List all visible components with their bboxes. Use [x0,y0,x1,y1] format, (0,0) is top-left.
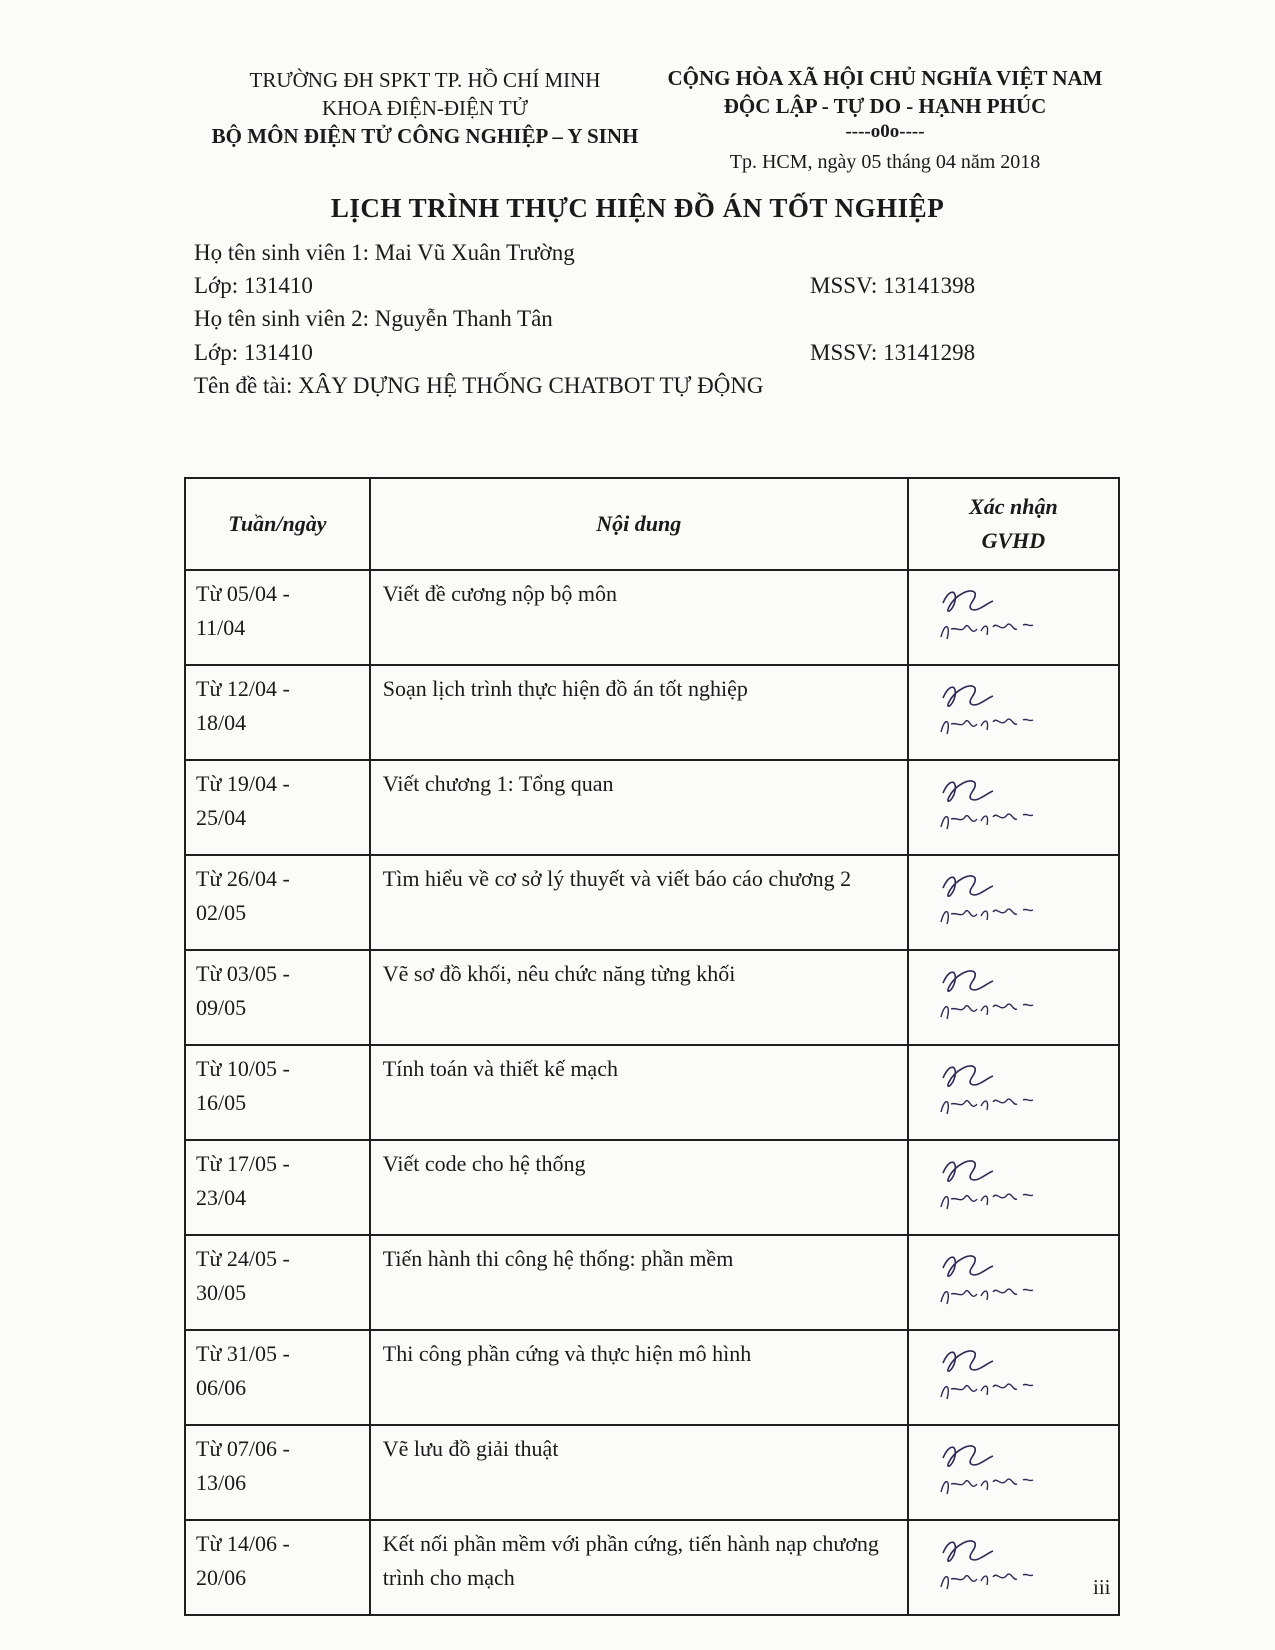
student2-id: MSSV: 13141298 [810,340,976,365]
week-cell [185,1330,370,1425]
page-number: iii [1093,1575,1111,1599]
week-end: 11/04 [196,615,246,640]
document-title: LỊCH TRÌNH THỰC HIỆN ĐỒ ÁN TỐT NGHIỆP [330,193,945,223]
content-cell: Vẽ lưu đồ giải thuật [370,1425,908,1520]
confirm-header-line2: GVHD [981,528,1046,553]
content-cell: Kết nối phần mềm với phần cứng, tiến hành nạp chương trình cho mạch [370,1520,908,1615]
schedule-table [184,477,1120,1616]
table-row [185,1140,1119,1235]
university-name: TRƯỜNG ĐH SPKT TP. HỒ CHÍ MINH [249,68,601,92]
week-start: Từ 14/06 - [196,1531,290,1556]
content-cell: Tiến hành thi công hệ thống: phần mềm [370,1235,908,1330]
country-name: CỘNG HÒA XÃ HỘI CHỦ NGHĨA VIỆT NAM [667,66,1103,90]
signature-cell [908,1045,1119,1140]
week-end: 23/04 [196,1185,247,1210]
confirm-column-header [908,478,1119,570]
table-row [185,665,1119,760]
table-row [185,1425,1119,1520]
table-row [185,1330,1119,1425]
university-header [175,66,675,150]
week-cell [185,1520,370,1615]
week-start: Từ 05/04 - [196,581,290,606]
header-separator: ----o0o---- [845,121,925,142]
week-start: Từ 10/05 - [196,1056,290,1081]
student2-name: Họ tên sinh viên 2: Nguyễn Thanh Tân [194,306,553,331]
student1-name: Họ tên sinh viên 1: Mai Vũ Xuân Trường [194,240,575,265]
week-end: 18/04 [196,710,247,735]
content-cell: Thi công phần cứng và thực hiện mô hình [370,1330,908,1425]
table-header-row [185,478,1119,570]
signature-cell [908,950,1119,1045]
week-start: Từ 12/04 - [196,676,290,701]
week-cell [185,665,370,760]
week-cell [185,950,370,1045]
content-cell: Tìm hiểu về cơ sở lý thuyết và viết báo cáo chương 2 [370,855,908,950]
faculty-name: KHOA ĐIỆN-ĐIỆN TỬ [321,96,529,120]
week-cell [185,1045,370,1140]
signature-cell [908,1330,1119,1425]
thesis-topic: Tên đề tài: XÂY DỰNG HỆ THỐNG CHATBOT TỰ ĐỘNG [194,373,764,398]
content-cell: Viết chương 1: Tổng quan [370,760,908,855]
content-cell: Soạn lịch trình thực hiện đồ án tốt nghiệp [370,665,908,760]
signature-cell [908,1235,1119,1330]
week-end: 16/05 [196,1090,247,1115]
signature-cell [908,1140,1119,1235]
week-end: 13/06 [196,1470,247,1495]
week-start: Từ 31/05 - [196,1341,290,1366]
table-row [185,1235,1119,1330]
week-cell [185,1140,370,1235]
week-cell [185,1235,370,1330]
table-row [185,1045,1119,1140]
week-end: 06/06 [196,1375,247,1400]
content-column-header: Nội dung [370,478,908,570]
table-row [185,950,1119,1045]
week-cell [185,760,370,855]
week-end: 09/05 [196,995,247,1020]
week-cell [185,570,370,665]
signature-cell [908,1520,1119,1615]
week-start: Từ 26/04 - [196,866,290,891]
week-start: Từ 19/04 - [196,771,290,796]
student2-class: Lớp: 131410 [194,340,313,365]
student1-class: Lớp: 131410 [194,273,313,298]
week-start: Từ 03/05 - [196,961,290,986]
week-start: Từ 07/06 - [196,1436,290,1461]
department-name: BỘ MÔN ĐIỆN TỬ CÔNG NGHIỆP – Y SINH [211,124,639,148]
week-cell [185,855,370,950]
week-column-header: Tuần/ngày [185,478,370,570]
student1-id: MSSV: 13141398 [810,273,976,298]
content-cell: Vẽ sơ đồ khối, nêu chức năng từng khối [370,950,908,1045]
week-end: 25/04 [196,805,247,830]
confirm-header-line1: Xác nhận [969,494,1058,519]
week-start: Từ 17/05 - [196,1151,290,1176]
week-end: 02/05 [196,900,247,925]
signature-cell [908,570,1119,665]
week-end: 30/05 [196,1280,247,1305]
table-row [185,855,1119,950]
national-motto: ĐỘC LẬP - TỰ DO - HẠNH PHÚC [723,94,1047,118]
week-cell [185,1425,370,1520]
document-date: Tp. HCM, ngày 05 tháng 04 năm 2018 [729,151,1041,173]
signature-cell [908,855,1119,950]
content-cell: Tính toán và thiết kế mạch [370,1045,908,1140]
content-cell: Viết đề cương nộp bộ môn [370,570,908,665]
week-start: Từ 24/05 - [196,1246,290,1271]
national-header [640,64,1130,176]
week-end: 20/06 [196,1565,247,1590]
signature-cell [908,1425,1119,1520]
table-row [185,1520,1119,1615]
content-cell: Viết code cho hệ thống [370,1140,908,1235]
table-row [185,570,1119,665]
table-row [185,760,1119,855]
signature-cell [908,665,1119,760]
signature-cell [908,760,1119,855]
